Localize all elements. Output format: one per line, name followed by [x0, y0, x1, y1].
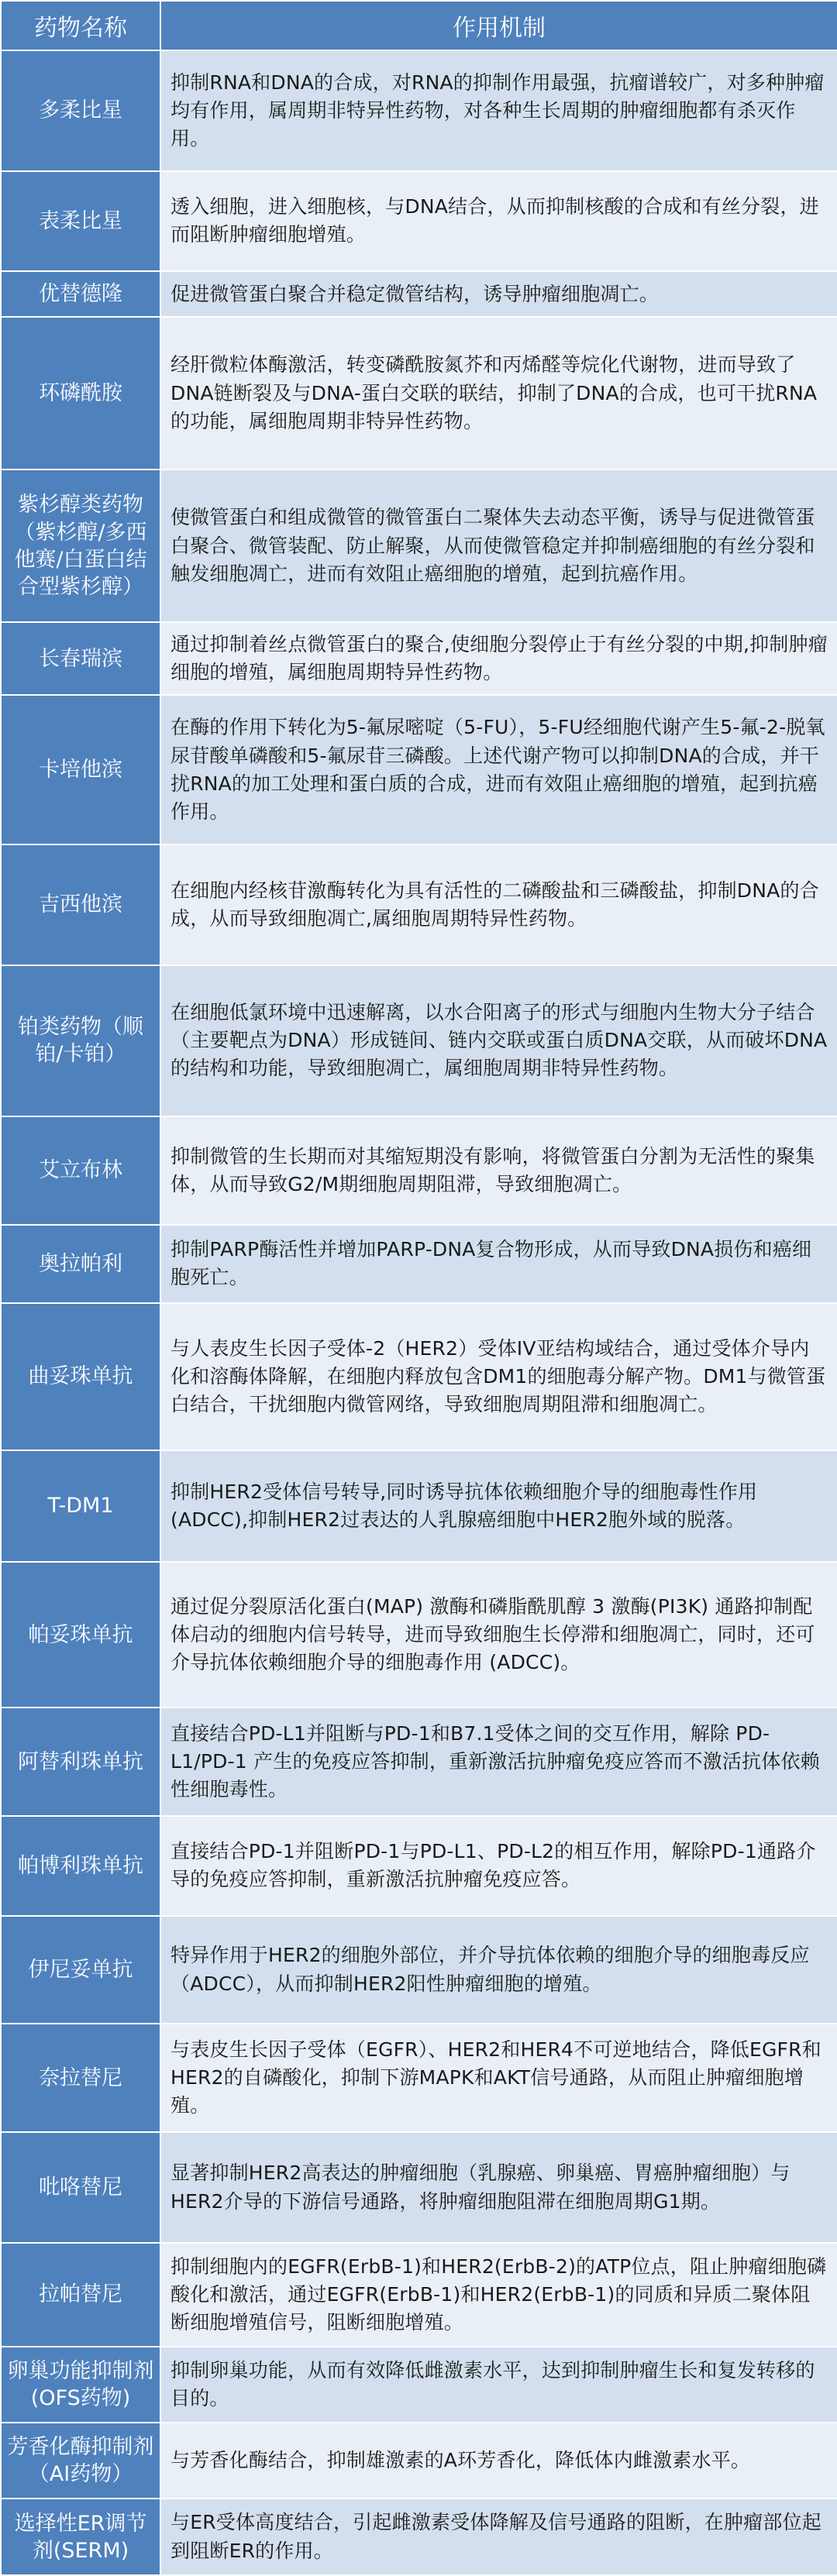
drug-mechanism: 与人表皮生长因子受体-2（HER2）受体IV亚结构域结合，通过受体介导内化和溶酶体降解，在细胞内释放包含DM1的细胞毒分解产物。DM1与微管蛋白结合，干扰细胞内微管网络，导致细胞周期阻滞和细胞凋亡。 — [160, 1303, 837, 1451]
drug-name: 阿替利珠单抗 — [1, 1708, 160, 1815]
table-row — [1, 1303, 837, 1451]
drug-mechanism: 抑制细胞内的EGFR(ErbB-1)和HER2(ErbB-2)的ATP位点，阻止肿瘤细胞磷酸化和激活，通过EGFR(ErbB-1)和HER2(ErbB-1)的同质和异质二聚体阻断细胞增殖信号，阻断细胞增殖。 — [160, 2243, 837, 2346]
drug-mechanism: 在细胞低氯环境中迅速解离，以水合阳离子的形式与细胞内生物大分子结合（主要靶点为DNA）形成链间、链内交联或蛋白质DNA交联，从而破坏DNA的结构和功能，导致细胞凋亡，属细胞周期非特异性药物。 — [160, 965, 837, 1116]
drug-mechanism: 抑制微管的生长期而对其缩短期没有影响，将微管蛋白分割为无活性的聚集体，从而导致G2/M期细胞周期阻滞，导致细胞凋亡。 — [160, 1116, 837, 1225]
drug-mechanism: 在细胞内经核苷激酶转化为具有活性的二磷酸盐和三磷酸盐，抑制DNA的合成，从而导致细胞凋亡,属细胞周期特异性药物。 — [160, 844, 837, 965]
table-row — [1, 1916, 837, 2024]
drug-name: 帕博利珠单抗 — [1, 1816, 160, 1916]
drug-mechanism: 使微管蛋白和组成微管的微管蛋白二聚体失去动态平衡，诱导与促进微管蛋白聚合、微管装配、防止解聚，从而使微管稳定并抑制癌细胞的有丝分裂和触发细胞凋亡，进而有效阻止癌细胞的增殖，起到抗癌作用。 — [160, 469, 837, 622]
table-row — [1, 2423, 837, 2499]
drug-mechanism: 通过促分裂原活化蛋白(MAP) 激酶和磷脂酰肌醇 3 激酶(PI3K) 通路抑制配体启动的细胞内信号转导，进而导致细胞生长停滞和细胞凋亡，同时，还可介导抗体依赖细胞介导的细胞毒作用 (ADCC)。 — [160, 1562, 837, 1708]
drug-mechanism: 抑制PARP酶活性并增加PARP-DNA复合物形成，从而导致DNA损伤和癌细胞死亡。 — [160, 1225, 837, 1302]
drug-name: 拉帕替尼 — [1, 2243, 160, 2346]
drug-mechanism: 经肝微粒体酶激活，转变磷酰胺氮芥和丙烯醛等烷化代谢物，进而导致了DNA链断裂及与DNA-蛋白交联的联结，抑制了DNA的合成，也可干扰RNA的功能，属细胞周期非特异性药物。 — [160, 317, 837, 469]
drug-name: 环磷酰胺 — [1, 317, 160, 469]
table-row — [1, 271, 837, 317]
drug-name: 长春瑞滨 — [1, 622, 160, 695]
drug-name: 吉西他滨 — [1, 844, 160, 965]
drug-mechanism: 与表皮生长因子受体（EGFR）、HER2和HER4不可逆地结合，降低EGFR和HER2的自磷酸化，抑制下游MAPK和AKT信号通路，从而阻止肿瘤细胞增殖。 — [160, 2024, 837, 2131]
drug-name: 紫杉醇类药物（紫杉醇/多西他赛/白蛋白结合型紫杉醇） — [1, 469, 160, 622]
drug-name: 优替德隆 — [1, 271, 160, 317]
table-row — [1, 1562, 837, 1708]
table-row — [1, 622, 837, 695]
drug-name: 多柔比星 — [1, 50, 160, 171]
drug-name: 卡培他滨 — [1, 695, 160, 844]
drug-name: 帕妥珠单抗 — [1, 1562, 160, 1708]
table-row — [1, 844, 837, 965]
drug-mechanism: 与ER受体高度结合，引起雌激素受体降解及信号通路的阻断，在肿瘤部位起到阻断ER的作用。 — [160, 2499, 837, 2575]
table-row — [1, 50, 837, 171]
drug-mechanism: 特异作用于HER2的细胞外部位，并介导抗体依赖的细胞介导的细胞毒反应（ADCC），从而抑制HER2阳性肿瘤细胞的增殖。 — [160, 1916, 837, 2024]
header-drug-name: 药物名称 — [1, 1, 160, 50]
drug-name: 曲妥珠单抗 — [1, 1303, 160, 1451]
table-row — [1, 1116, 837, 1225]
drug-name: 伊尼妥单抗 — [1, 1916, 160, 2024]
drug-mechanism: 抑制HER2受体信号转导,同时诱导抗体依赖细胞介导的细胞毒性作用(ADCC),抑制HER2过表达的人乳腺癌细胞中HER2胞外域的脱落。 — [160, 1450, 837, 1562]
drug-name: 艾立布林 — [1, 1116, 160, 1225]
drug-name: 奥拉帕利 — [1, 1225, 160, 1302]
table-row — [1, 469, 837, 622]
drug-mechanism: 抑制RNA和DNA的合成，对RNA的抑制作用最强，抗瘤谱较广，对多种肿瘤均有作用，属周期非特异性药物，对各种生长周期的肿瘤细胞都有杀灭作用。 — [160, 50, 837, 171]
drug-mechanism: 通过抑制着丝点微管蛋白的聚合,使细胞分裂停止于有丝分裂的中期,抑制肿瘤细胞的增殖，属细胞周期特异性药物。 — [160, 622, 837, 695]
drug-mechanism: 透入细胞，进入细胞核，与DNA结合，从而抑制核酸的合成和有丝分裂，进而阻断肿瘤细胞增殖。 — [160, 171, 837, 271]
table-row — [1, 1450, 837, 1562]
drug-mechanism: 直接结合PD-L1并阻断与PD-1和B7.1受体之间的交互作用，解除 PD-L1/PD-1 产生的免疫应答抑制，重新激活抗肿瘤免疫应答而不激活抗体依赖性细胞毒性。 — [160, 1708, 837, 1815]
drug-name: T-DM1 — [1, 1450, 160, 1562]
drug-mechanism: 促进微管蛋白聚合并稳定微管结构，诱导肿瘤细胞凋亡。 — [160, 271, 837, 317]
table-row — [1, 2347, 837, 2423]
drug-mechanism: 抑制卵巢功能，从而有效降低雌激素水平，达到抑制肿瘤生长和复发转移的目的。 — [160, 2347, 837, 2423]
drug-name: 奈拉替尼 — [1, 2024, 160, 2131]
table-row — [1, 2024, 837, 2131]
header-mechanism: 作用机制 — [160, 1, 837, 50]
drug-name: 卵巢功能抑制剂(OFS药物) — [1, 2347, 160, 2423]
table-row — [1, 1225, 837, 1302]
table-row — [1, 965, 837, 1116]
drug-name: 表柔比星 — [1, 171, 160, 271]
table-row — [1, 171, 837, 271]
drug-name: 铂类药物（顺铂/卡铂） — [1, 965, 160, 1116]
drug-mechanism: 直接结合PD-1并阻断PD-1与PD-L1、PD-L2的相互作用，解除PD-1通路介导的免疫应答抑制，重新激活抗肿瘤免疫应答。 — [160, 1816, 837, 1916]
table-row — [1, 1708, 837, 1815]
table-row — [1, 2243, 837, 2346]
table-row — [1, 317, 837, 469]
table-row — [1, 2132, 837, 2244]
drug-name: 吡咯替尼 — [1, 2132, 160, 2244]
drug-mechanism: 显著抑制HER2高表达的肿瘤细胞（乳腺癌、卵巢癌、胃癌肿瘤细胞）与HER2介导的下游信号通路，将肿瘤细胞阻滞在细胞周期G1期。 — [160, 2132, 837, 2244]
table-row — [1, 2499, 837, 2575]
drug-mechanism: 与芳香化酶结合，抑制雄激素的A环芳香化，降低体内雌激素水平。 — [160, 2423, 837, 2499]
table-row — [1, 695, 837, 844]
table-header-row — [1, 1, 837, 50]
drug-mechanism: 在酶的作用下转化为5-氟尿嘧啶（5-FU），5-FU经细胞代谢产生5-氟-2-脱氧尿苷酸单磷酸和5-氟尿苷三磷酸。上述代谢产物可以抑制DNA的合成，并干扰RNA的加工处理和蛋白质的合成，进而有效阻止癌细胞的增殖，起到抗癌作用。 — [160, 695, 837, 844]
drug-name: 芳香化酶抑制剂（AI药物） — [1, 2423, 160, 2499]
drug-name: 选择性ER调节剂(SERM) — [1, 2499, 160, 2575]
table-row — [1, 1816, 837, 1916]
